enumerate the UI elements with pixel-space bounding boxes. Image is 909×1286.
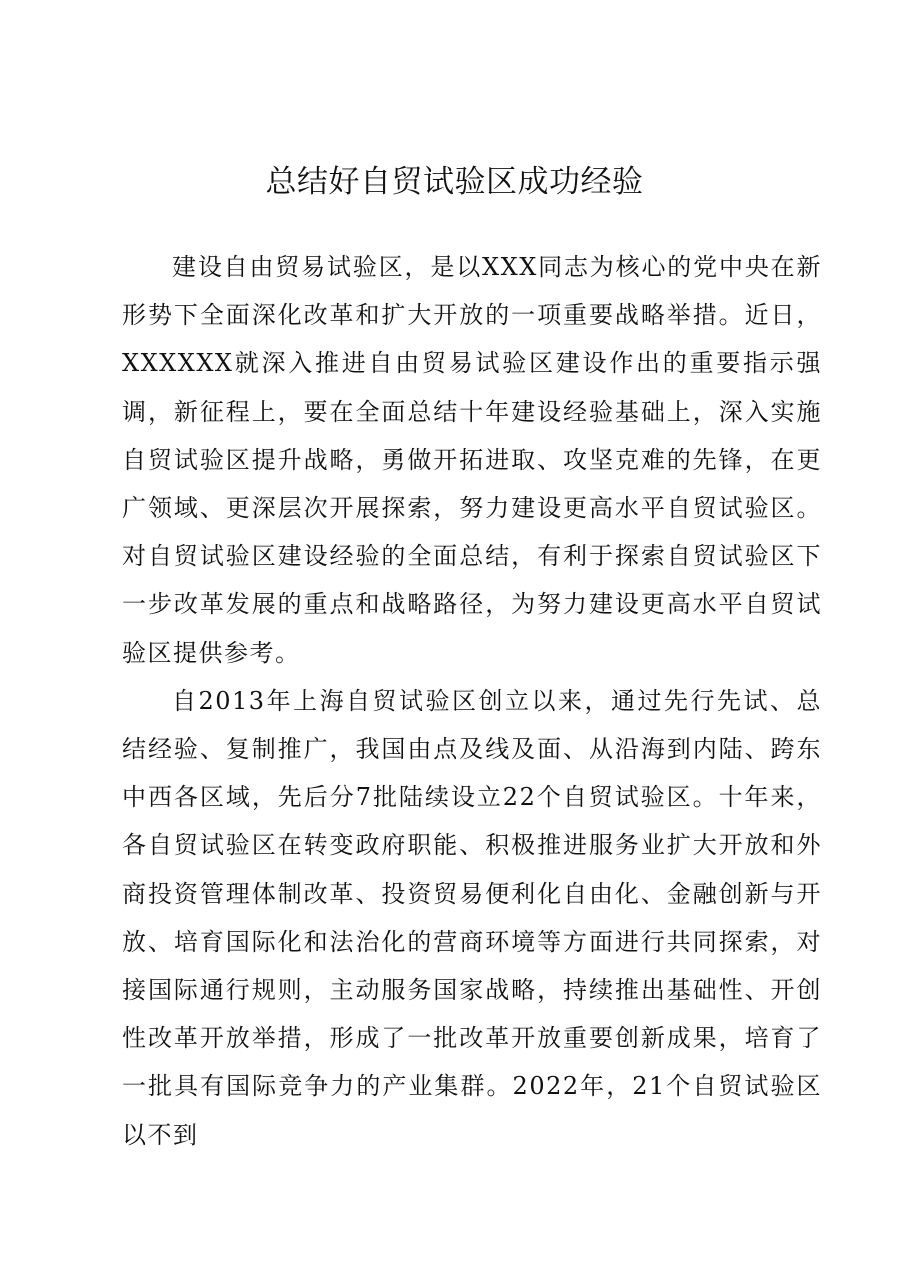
document-body <box>122 243 822 1159</box>
document-title: 总结好自贸试验区成功经验 <box>265 164 644 200</box>
paragraph-2: 自2013年上海自贸试验区创立以来，通过先行先试、总结经验、复制推广，我国由点及线及面、从沿海到内陆、跨东中西各区域，先后分7批陆续设立22个自贸试验区。十年来，各自贸试验区在转变政府职能、积极推进服务业扩大开放和外商投资管理体制改革、投资贸易便利化自由化、金融创新与开放、培育国际化和法治化的营商环境等方面进行共同探索，对接国际通行规则，主动服务国家战略，持续推出基础性、开创性改革开放举措，形成了一批改革开放重要创新成果，培育了一批具有国际竞争力的产业集群。2022年，21个自贸试验区以不到 <box>122 686 822 1149</box>
paragraph-1: 建设自由贸易试验区，是以XXX同志为核心的党中央在新形势下全面深化改革和扩大开放的一项重要战略举措。近日，XXXXXX就深入推进自由贸易试验区建设作出的重要指示强调，新征程上，要在全面总结十年建设经验基础上，深入实施自贸试验区提升战略，勇做开拓进取、攻坚克难的先锋，在更广领域、更深层次开展探索，努力建设更高水平自贸试验区。对自贸试验区建设经验的全面总结，有利于探索自贸试验区下一步改革发展的重点和战略路径，为努力建设更高水平自贸试验区提供参考。 <box>122 253 822 667</box>
